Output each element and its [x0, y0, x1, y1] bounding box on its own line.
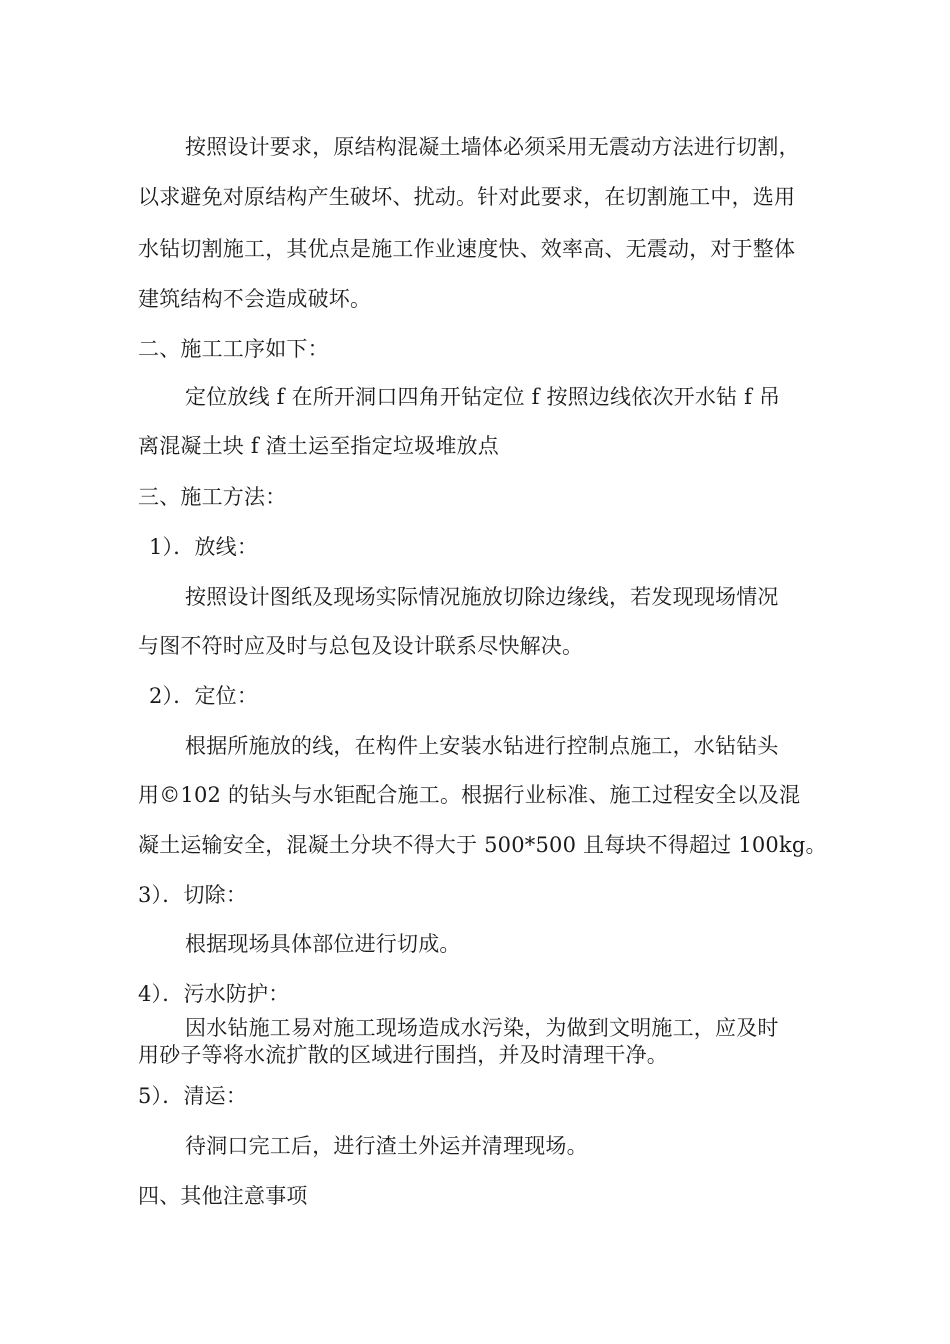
item-1-line-1: 按照设计图纸及现场实际情况施放切除边缘线，若发现现场情况 [185, 585, 779, 609]
item-2-line-1: 根据所施放的线，在构件上安装水钻进行控制点施工，水钻钻头 [185, 734, 779, 758]
section-4-heading: 四、其他注意事项 [138, 1184, 308, 1208]
section-2-line-1: 定位放线 f 在所开洞口四角开钻定位 f 按照边线依次开水钻 f 吊 [185, 385, 781, 409]
item-4-heading: 4）．污水防护： [138, 982, 290, 1006]
item-5-heading: 5）．清运： [138, 1084, 248, 1108]
section-2-heading: 二、施工工序如下： [138, 337, 329, 361]
item-4-line-2: 用砂子等将水流扩散的区域进行围挡，并及时清理干净。 [138, 1043, 668, 1067]
item-2-heading: 2）．定位： [149, 684, 259, 708]
paragraph-1-line-3: 水钻切割施工，其优点是施工作业速度快、效率高、无震动，对于整体 [138, 237, 796, 261]
section-2-line-2: 离混凝土块 f 渣土运至指定垃圾堆放点 [138, 434, 499, 458]
item-2-line-3: 凝土运输安全，混凝土分块不得大于 500*500 且每块不得超过 100kg。 [138, 833, 827, 857]
item-1-heading: 1）．放线： [149, 535, 259, 559]
item-1-line-2: 与图不符时应及时与总包及设计联系尽快解决。 [138, 634, 584, 658]
item-3-heading: 3）．切除： [138, 883, 248, 907]
paragraph-1-line-1: 按照设计要求，原结构混凝土墙体必须采用无震动方法进行切割， [185, 135, 800, 159]
item-3-line-1: 根据现场具体部位进行切成。 [185, 932, 461, 956]
section-3-heading: 三、施工方法： [138, 485, 287, 509]
item-2-line-2: 用©102 的钻头与水钜配合施工。根据行业标准、施工过程安全以及混 [138, 783, 801, 807]
paragraph-1-line-4: 建筑结构不会造成破坏。 [138, 287, 372, 311]
paragraph-1-line-2: 以求避免对原结构产生破坏、扰动。针对此要求，在切割施工中，选用 [138, 185, 796, 209]
item-5-line-1: 待洞口完工后，进行渣土外运并清理现场。 [185, 1134, 588, 1158]
item-4-line-1: 因水钻施工易对施工现场造成水污染，为做到文明施工，应及时 [185, 1016, 779, 1040]
